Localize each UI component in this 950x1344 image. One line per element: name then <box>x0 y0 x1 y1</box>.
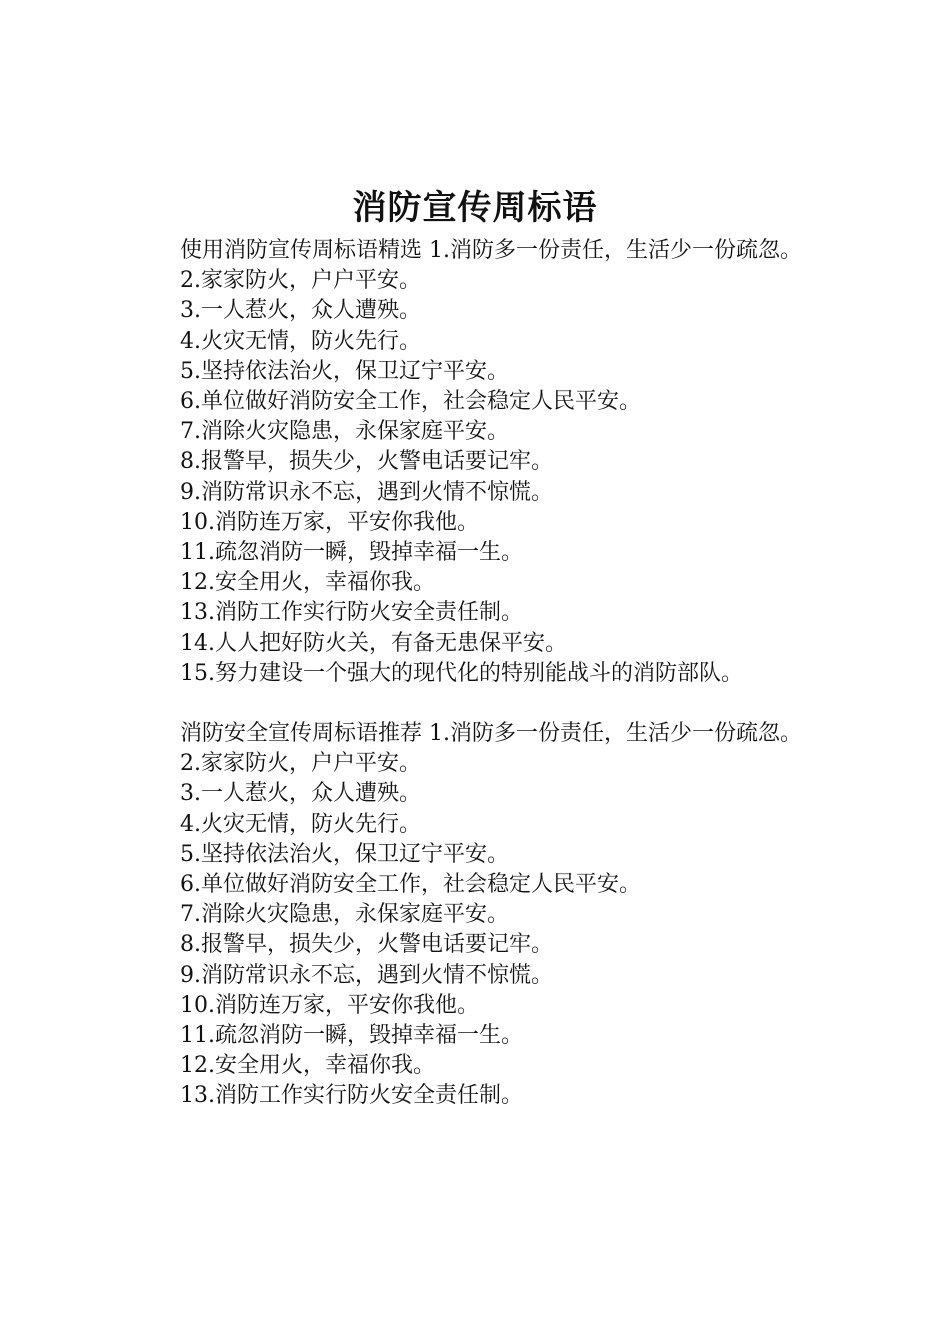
list-item: 6.单位做好消防安全工作，社会稳定人民平安。 <box>180 872 641 898</box>
list-item: 2.家家防火，户户平安。 <box>180 268 421 294</box>
list-item: 12.安全用火，幸福你我。 <box>180 570 435 596</box>
list-item: 7.消除火灾隐患，永保家庭平安。 <box>180 902 509 928</box>
section-1-intro: 使用消防宣传周标语精选 1.消防多一份责任，生活少一份疏忽。 <box>180 238 802 263</box>
list-item: 12.安全用火，幸福你我。 <box>180 1053 435 1079</box>
list-item: 9.消防常识永不忘，遇到火情不惊慌。 <box>180 479 553 505</box>
list-item: 13.消防工作实行防火安全责任制。 <box>180 600 523 626</box>
list-item: 5.坚持依法治火，保卫辽宁平安。 <box>180 841 509 867</box>
list-item: 8.报警早，损失少，火警电话要记牢。 <box>180 449 553 475</box>
list-item: 3.一人惹火，众人遭殃。 <box>180 781 421 807</box>
list-item: 8.报警早，损失少，火警电话要记牢。 <box>180 932 553 958</box>
section-1 <box>128 236 834 689</box>
list-item: 2.家家防火，户户平安。 <box>180 751 421 777</box>
document-title: 消防宣传周标语 <box>352 188 598 228</box>
section-spacer <box>128 689 834 719</box>
list-item: 5.坚持依法治火，保卫辽宁平安。 <box>180 358 509 384</box>
list-item: 10.消防连万家，平安你我他。 <box>180 509 479 535</box>
list-item: 13.消防工作实行防火安全责任制。 <box>180 1083 523 1109</box>
list-item: 4.火灾无情，防火先行。 <box>180 811 421 837</box>
list-item: 6.单位做好消防安全工作，社会稳定人民平安。 <box>180 389 641 415</box>
document-body <box>128 236 834 1112</box>
section-2-intro: 消防安全宣传周标语推荐 1.消防多一份责任，生活少一份疏忽。 <box>180 721 802 747</box>
list-item: 11.疏忽消防一瞬，毁掉幸福一生。 <box>180 1023 523 1049</box>
list-item: 11.疏忽消防一瞬，毁掉幸福一生。 <box>180 540 523 566</box>
list-item: 7.消除火灾隐患，永保家庭平安。 <box>180 419 509 445</box>
list-item: 4.火灾无情，防火先行。 <box>180 328 421 354</box>
section-2 <box>128 719 834 1112</box>
list-item: 9.消防常识永不忘，遇到火情不惊慌。 <box>180 962 553 988</box>
list-item: 3.一人惹火，众人遭殃。 <box>180 298 421 324</box>
list-item: 14.人人把好防火关，有备无患保平安。 <box>180 630 567 656</box>
list-item: 10.消防连万家，平安你我他。 <box>180 992 479 1018</box>
list-item: 15.努力建设一个强大的现代化的特别能战斗的消防部队。 <box>180 660 743 686</box>
